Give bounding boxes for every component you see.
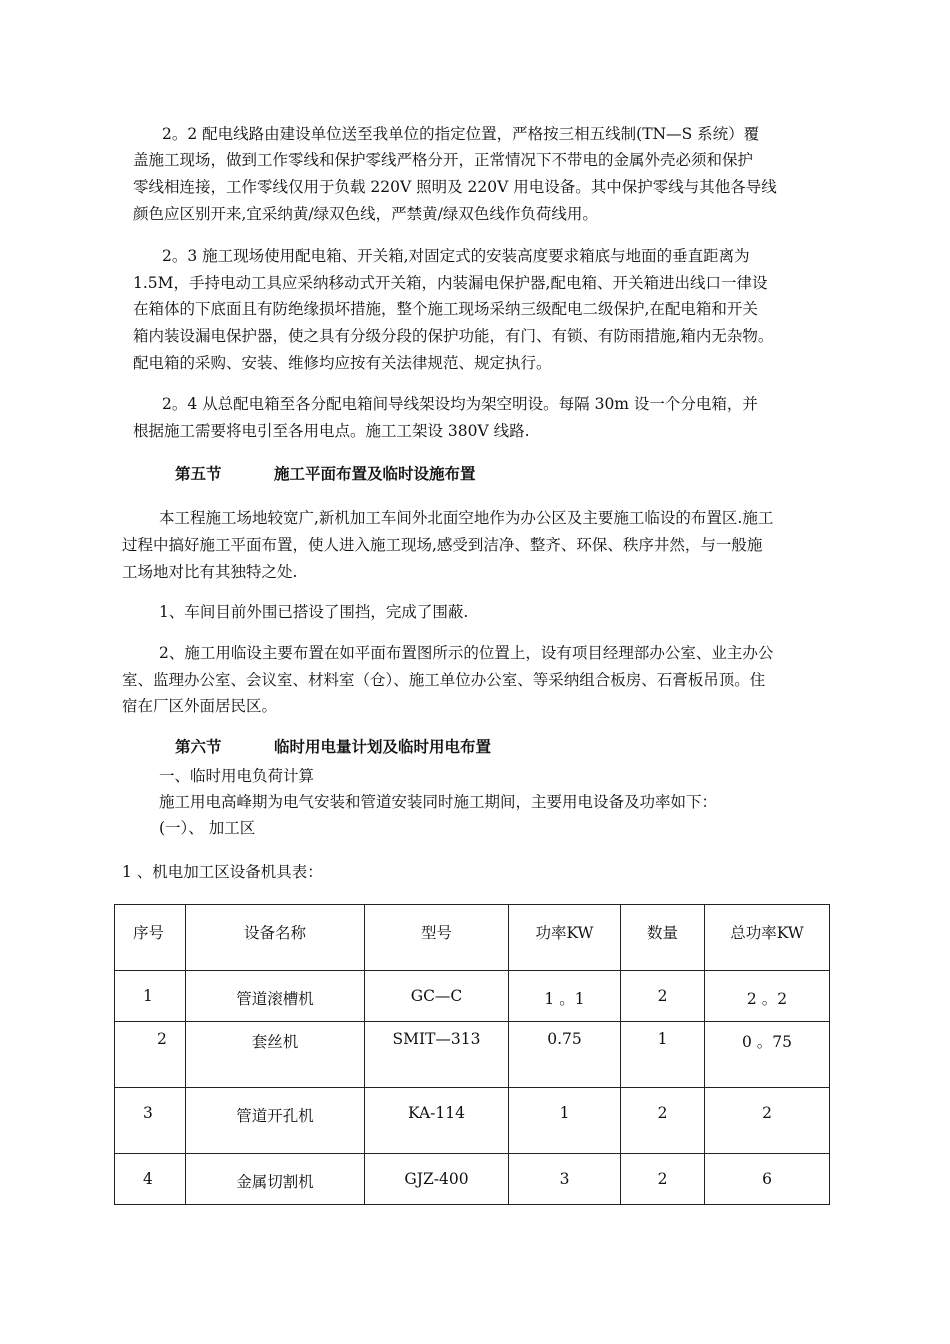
para-2-4-line-1: 2。4 从总配电箱至各分配电箱间导线架设均为架空明设。每隔 30m 设一个分电箱，并: [162, 395, 758, 413]
header-cell: 数量: [621, 905, 705, 971]
table-cell: 2: [621, 1088, 705, 1154]
table-cell: 2: [621, 971, 705, 1022]
para-2-2-line-2: 盖施工现场，做到工作零线和保护零线严格分开，正常情况下不带电的金属外壳必须和保护: [133, 151, 754, 169]
table-row: [115, 1022, 830, 1088]
table-cell: 2: [621, 1154, 705, 1205]
para-5a-line-2: 过程中搞好施工平面布置，使人进入施工现场,感受到洁净、整齐、环保、秩序井然，与一般施: [122, 536, 763, 554]
table-cell: KA-114: [365, 1088, 509, 1154]
table-cell: 6: [705, 1154, 830, 1205]
table-cell: 套丝机: [186, 1022, 365, 1088]
table-cell: 1 。1: [509, 971, 621, 1022]
para-2-3-line-3: 在箱体的下底面且有防绝缘损坏措施，整个施工现场采纳三级配电二级保护,在配电箱和开关: [133, 300, 758, 318]
section-6-number: 第六节: [175, 737, 222, 756]
para-5c-line-3: 宿在厂区外面居民区。: [122, 697, 278, 715]
header-cell: 功率KW: [509, 905, 621, 971]
para-5c-line-2: 室、监理办公室、会议室、材料室（仓）、施工单位办公室、等采纳组合板房、石膏板吊顶。住: [122, 671, 766, 689]
para-2-2-line-1: 2。2 配电线路由建设单位送至我单位的指定位置，严格按三相五线制(TN—S 系统）覆: [162, 125, 760, 143]
header-cell: 设备名称: [186, 905, 365, 971]
para-6-line-1: 一、临时用电负荷计算: [159, 767, 315, 785]
header-cell: 型号: [365, 905, 509, 971]
table-cell: GC—C: [365, 971, 509, 1022]
table-header-row: [115, 905, 830, 971]
para-6-line-3: (一）、 加工区: [159, 819, 256, 837]
section-5-number: 第五节: [175, 464, 222, 483]
table-cell: 3: [509, 1154, 621, 1205]
table-row: [115, 1088, 830, 1154]
table-cell: 0.75: [509, 1022, 621, 1088]
section-5-title: 施工平面布置及临时设施布置: [274, 464, 476, 483]
header-cell: 总功率KW: [705, 905, 830, 971]
para-2-3-line-4: 箱内装设漏电保护器，使之具有分级分段的保护功能，有门、有锁、有防雨措施,箱内无杂物。: [133, 327, 774, 345]
table-row: [115, 971, 830, 1022]
table-cell: 2 。2: [705, 971, 830, 1022]
table-row: [115, 1154, 830, 1205]
equipment-table: [114, 904, 830, 1205]
table-cell: GJZ-400: [365, 1154, 509, 1205]
table-cell: 管道滚槽机: [186, 971, 365, 1022]
header-cell: 序号: [115, 905, 186, 971]
para-5a-line-3: 工场地对比有其独特之处.: [122, 563, 298, 581]
table-cell: 管道开孔机: [186, 1088, 365, 1154]
table-cell: SMIT—313: [365, 1022, 509, 1088]
para-2-4-line-2: 根据施工需要将电引至各用电点。施工工架设 380V 线路.: [133, 422, 530, 440]
para-2-2-line-3: 零线相连接，工作零线仅用于负载 220V 照明及 220V 用电设备。其中保护零线与其他各导线: [133, 178, 777, 196]
section-6-title: 临时用电量计划及临时用电布置: [274, 737, 492, 756]
para-2-3-line-5: 配电箱的采购、安装、维修均应按有关法律规范、规定执行。: [133, 354, 552, 372]
table-cell: 3: [115, 1088, 186, 1154]
table-cell: 0 。75: [705, 1022, 830, 1088]
table-cell: 金属切割机: [186, 1154, 365, 1205]
para-5a-line-1: 本工程施工场地较宽广,新机加工车间外北面空地作为办公区及主要施工临设的布置区.施工: [159, 509, 774, 527]
table-caption: 1 、机电加工区设备机具表：: [122, 863, 323, 881]
para-2-2-line-4: 颜色应区别开来,宜采纳黄/绿双色线，严禁黄/绿双色线作负荷线用。: [133, 205, 598, 223]
table-cell: 2: [115, 1022, 186, 1088]
para-5c-line-1: 2、施工用临设主要布置在如平面布置图所示的位置上，设有项目经理部办公室、业主办公: [159, 644, 774, 662]
para-2-3-line-1: 2。3 施工现场使用配电箱、开关箱,对固定式的安装高度要求箱底与地面的垂直距离为: [162, 247, 750, 265]
table-cell: 2: [705, 1088, 830, 1154]
table-cell: 1: [509, 1088, 621, 1154]
para-6-line-2: 施工用电高峰期为电气安装和管道安装同时施工期间，主要用电设备及功率如下：: [159, 793, 718, 811]
table-cell: 1: [115, 971, 186, 1022]
para-5b: 1、车间目前外围已搭设了围挡，完成了围蔽.: [159, 603, 469, 621]
table-cell: 4: [115, 1154, 186, 1205]
para-2-3-line-2: 1.5M，手持电动工具应采纳移动式开关箱，内装漏电保护器,配电箱、开关箱进出线口一律设: [133, 274, 768, 292]
table-cell: 1: [621, 1022, 705, 1088]
